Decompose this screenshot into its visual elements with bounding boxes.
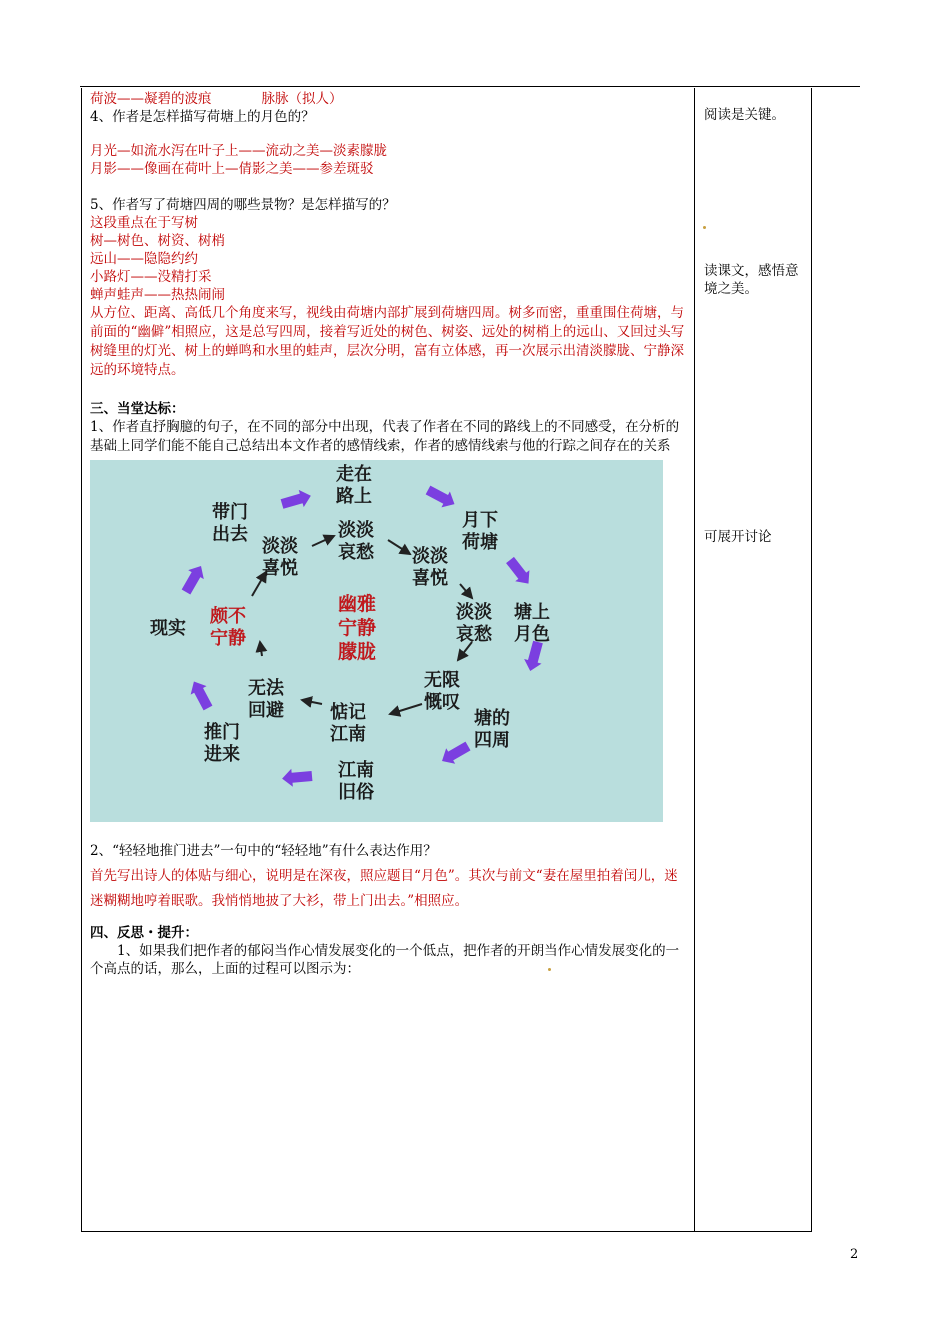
node-yuexia-hetang — [462, 510, 498, 554]
section-4-title: 四、反思・提升： — [90, 925, 198, 941]
side-note-1: 阅读是关键。 — [704, 107, 785, 123]
node-text: 塘上 月色 — [514, 602, 550, 645]
s3-question-2: 2、“轻轻地推门进去”一句中的“轻轻地”有什么表达作用？ — [90, 843, 437, 859]
inner-arrow — [388, 540, 410, 554]
node-pobu-ningjing — [210, 606, 246, 650]
node-xianshi — [150, 618, 186, 640]
node-text: 推门 进来 — [204, 722, 240, 765]
outer-arrow — [178, 562, 209, 597]
outer-arrow — [424, 482, 459, 512]
s3-question-1: 1、作者直抒胸臆的句子，在不同的部分中出现，代表了作者在不同的路线上的不同感受，在分析的基础上同学们能不能自己总结出本文作者的感情线索，作者的感情线索与他的行踪之间存在的关系 — [90, 419, 680, 454]
node-tangshang-yuese — [514, 602, 550, 646]
diagram-arrows — [90, 460, 663, 822]
node-dandan-xiyue-2 — [412, 546, 448, 590]
q5-answer-4: 小路灯——没精打采 — [90, 269, 212, 285]
node-dandan-xiyue-1 — [262, 536, 298, 580]
ink-dot — [703, 226, 706, 229]
node-text: 江南 旧俗 — [338, 760, 374, 803]
question-5: 5、作者写了荷塘四周的哪些景物？是怎样描写的？ — [90, 197, 396, 213]
node-zouzai-lushang — [336, 464, 372, 508]
section-3-title: 三、当堂达标： — [90, 401, 185, 417]
hebo-text-b: 脉脉（拟人） — [261, 91, 343, 107]
side-note-2: 读课文，感悟意境之美。 — [704, 263, 799, 297]
inner-arrow — [312, 536, 334, 546]
q5-answer-3: 远山——隐隐约约 — [90, 251, 198, 267]
outer-arrow — [186, 677, 216, 712]
node-wuxian-gantan — [424, 670, 460, 714]
node-text: 塘的 四周 — [474, 708, 510, 751]
outer-arrow — [503, 554, 536, 589]
inner-arrow — [302, 700, 322, 704]
node-text: 带门 出去 — [212, 502, 248, 545]
q5-answer-1: 这段重点在于写树 — [90, 215, 198, 231]
node-dianji-jiangnan — [330, 702, 366, 746]
inner-arrow — [390, 704, 422, 714]
s4-question-1: 1、如果我们把作者的郁闷当作心情发展变化的一个低点，把作者的开朗当作心情发展变化的一个高点的话，那么，上面的过程可以图示为： — [90, 943, 680, 977]
q4-answer-2: 月影——像画在荷叶上—倩影之美——参差斑驳 — [90, 161, 374, 177]
inner-arrow — [260, 642, 262, 656]
node-text: 淡淡 哀愁 — [456, 602, 492, 645]
side-note-3: 可展开讨论 — [704, 529, 772, 545]
node-text: 淡淡 喜悦 — [262, 536, 298, 579]
q5-answer-2: 树—树色、树资、树梢 — [90, 233, 225, 249]
node-tangde-sizhou — [474, 708, 510, 752]
node-text: 惦记 江南 — [330, 702, 366, 745]
s3-answer-2: 首先写出诗人的体贴与细心，说明是在深夜，照应题目“月色”。其次与前文“妻在屋里拍着闰儿，迷迷糊糊地哼着眠歌。我悄悄地披了大衫，带上门出去。”相照应。 — [90, 868, 678, 909]
hebo-line — [90, 90, 688, 108]
node-text: 无限 慨叹 — [424, 670, 460, 713]
node-daimen-chuqu — [212, 502, 248, 546]
node-tuimen-jinlai — [204, 722, 240, 766]
outer-arrow — [280, 487, 314, 513]
page-number: 2 — [850, 1247, 859, 1262]
node-wufa-huibi — [248, 678, 284, 722]
outer-arrow — [281, 767, 312, 788]
question-4: 4、作者是怎样描写荷塘上的月色的？ — [90, 109, 315, 125]
emotion-cycle-diagram — [90, 460, 663, 822]
node-text: 颇不 宁静 — [210, 606, 246, 649]
column-divider — [694, 88, 695, 1231]
node-text: 无法 回避 — [248, 678, 284, 721]
hebo-text-a: 荷波——凝碧的波痕 — [90, 91, 212, 107]
node-text: 淡淡 哀愁 — [338, 520, 374, 563]
q5-answer-5: 蝉声蛙声——热热闹闹 — [90, 287, 225, 303]
q5-paragraph: 从方位、距离、高低几个角度来写，视线由荷塘内部扩展到荷塘四周。树多而密，重重围住荷塘，与前面的“幽僻”相照应，这是总写四周，接着写近处的树色、树姿、远处的树梢上的远山、又回过头写树缝里的灯光、树上的蝉鸣和水里的蛙声，层次分明，富有立体感，再一次展示出清淡朦胧、宁静深远的环境特点。 — [90, 305, 685, 378]
outer-arrow — [438, 738, 473, 769]
node-text: 走在 路上 — [336, 464, 372, 507]
ink-dot — [548, 968, 551, 971]
main-column — [90, 90, 688, 978]
node-dandan-aichou-2 — [456, 602, 492, 646]
node-dandan-aichou-1 — [338, 520, 374, 564]
node-jiangnan-jiusu — [338, 760, 374, 804]
inner-arrow — [460, 584, 472, 598]
node-text: 月下 荷塘 — [462, 510, 498, 553]
node-center-mood — [338, 592, 376, 664]
q4-answer-1: 月光—如流水泻在叶子上——流动之美—淡素朦胧 — [90, 143, 387, 159]
node-text: 淡淡 喜悦 — [412, 546, 448, 589]
header-rule — [80, 86, 860, 87]
node-text: 幽雅 宁静 朦胧 — [338, 593, 377, 663]
node-text: 现实 — [150, 618, 186, 639]
